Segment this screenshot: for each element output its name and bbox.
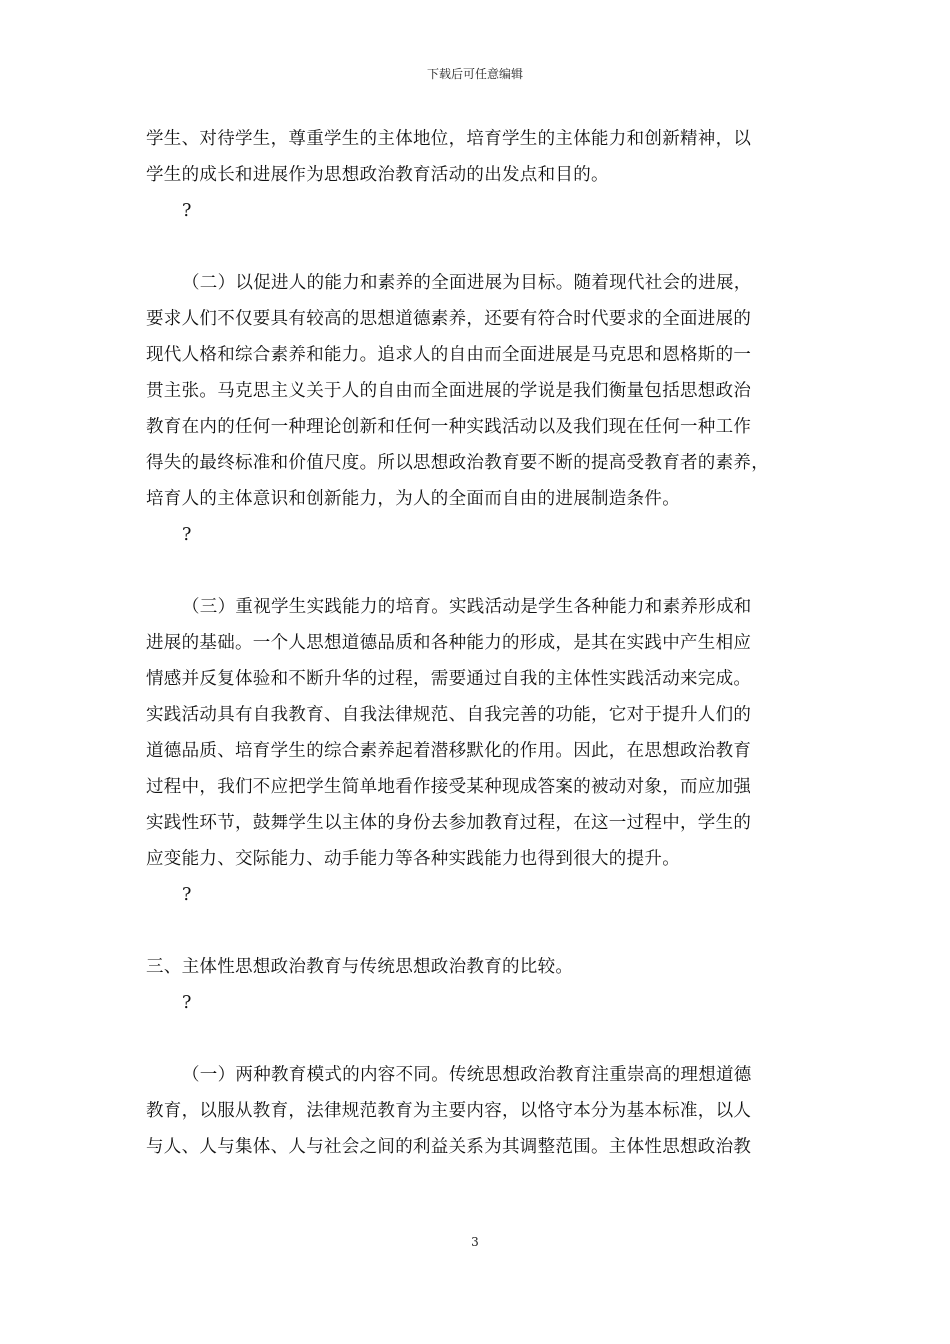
paragraph-line: 得失的最终标准和价值尺度。所以思想政治教育要不断的提高受教育者的素养，	[146, 453, 769, 473]
paragraph-line: 应变能力、交际能力、动手能力等各种实践能力也得到很大的提升。	[146, 849, 680, 869]
paragraph-line: 实践性环节，鼓舞学生以主体的身份去参加教育过程，在这一过程中，学生的	[146, 813, 752, 833]
paragraph-line: 贯主张。马克思主义关于人的自由而全面进展的学说是我们衡量包括思想政治	[146, 381, 752, 401]
paragraph-line: 教育，以服从教育，法律规范教育为主要内容，以恪守本分为基本标准，以人	[146, 1101, 752, 1121]
placeholder-mark: ?	[182, 201, 192, 221]
document-body	[146, 121, 816, 1165]
paragraph-line: 学生、对待学生，尊重学生的主体地位，培育学生的主体能力和创新精神，以	[146, 129, 752, 149]
paragraph-line: 教育在内的任何一种理论创新和任何一种实践活动以及我们现在任何一种工作	[146, 417, 752, 437]
paragraph-line: 培育人的主体意识和创新能力，为人的全面而自由的进展制造条件。	[146, 489, 680, 509]
paragraph-line: 学生的成长和进展作为思想政治教育活动的出发点和目的。	[146, 165, 609, 185]
section-heading: 三、主体性思想政治教育与传统思想政治教育的比较。	[146, 957, 574, 977]
paragraph-line: 过程中，我们不应把学生简单地看作接受某种现成答案的被动对象，而应加强	[146, 777, 752, 797]
paragraph-line: 要求人们不仅要具有较高的思想道德素养，还要有符合时代要求的全面进展的	[146, 309, 752, 329]
placeholder-mark: ?	[182, 525, 192, 545]
placeholder-mark: ?	[182, 885, 192, 905]
paragraph-line: 与人、人与集体、人与社会之间的利益关系为其调整范围。主体性思想政治教	[146, 1137, 752, 1157]
paragraph-line: 实践活动具有自我教育、自我法律规范、自我完善的功能，它对于提升人们的	[146, 705, 752, 725]
paragraph-line: （三）重视学生实践能力的培育。实践活动是学生各种能力和素养形成和	[182, 597, 752, 617]
paragraph-line: 情感并反复体验和不断升华的过程，需要通过自我的主体性实践活动来完成。	[146, 669, 752, 689]
paragraph-line: 现代人格和综合素养和能力。追求人的自由而全面进展是马克思和恩格斯的一	[146, 345, 752, 365]
paragraph-line: （一）两种教育模式的内容不同。传统思想政治教育注重崇高的理想道德	[182, 1065, 752, 1085]
paragraph-line: （二）以促进人的能力和素养的全面进展为目标。随着现代社会的进展，	[182, 273, 752, 293]
paragraph-line: 道德品质、培育学生的综合素养起着潜移默化的作用。因此，在思想政治教育	[146, 741, 752, 761]
placeholder-mark: ?	[182, 993, 192, 1013]
page-header: 下载后可任意编辑	[426, 67, 523, 81]
page-number: 3	[471, 1235, 479, 1249]
paragraph-line: 进展的基础。一个人思想道德品质和各种能力的形成，是其在实践中产生相应	[146, 633, 752, 653]
